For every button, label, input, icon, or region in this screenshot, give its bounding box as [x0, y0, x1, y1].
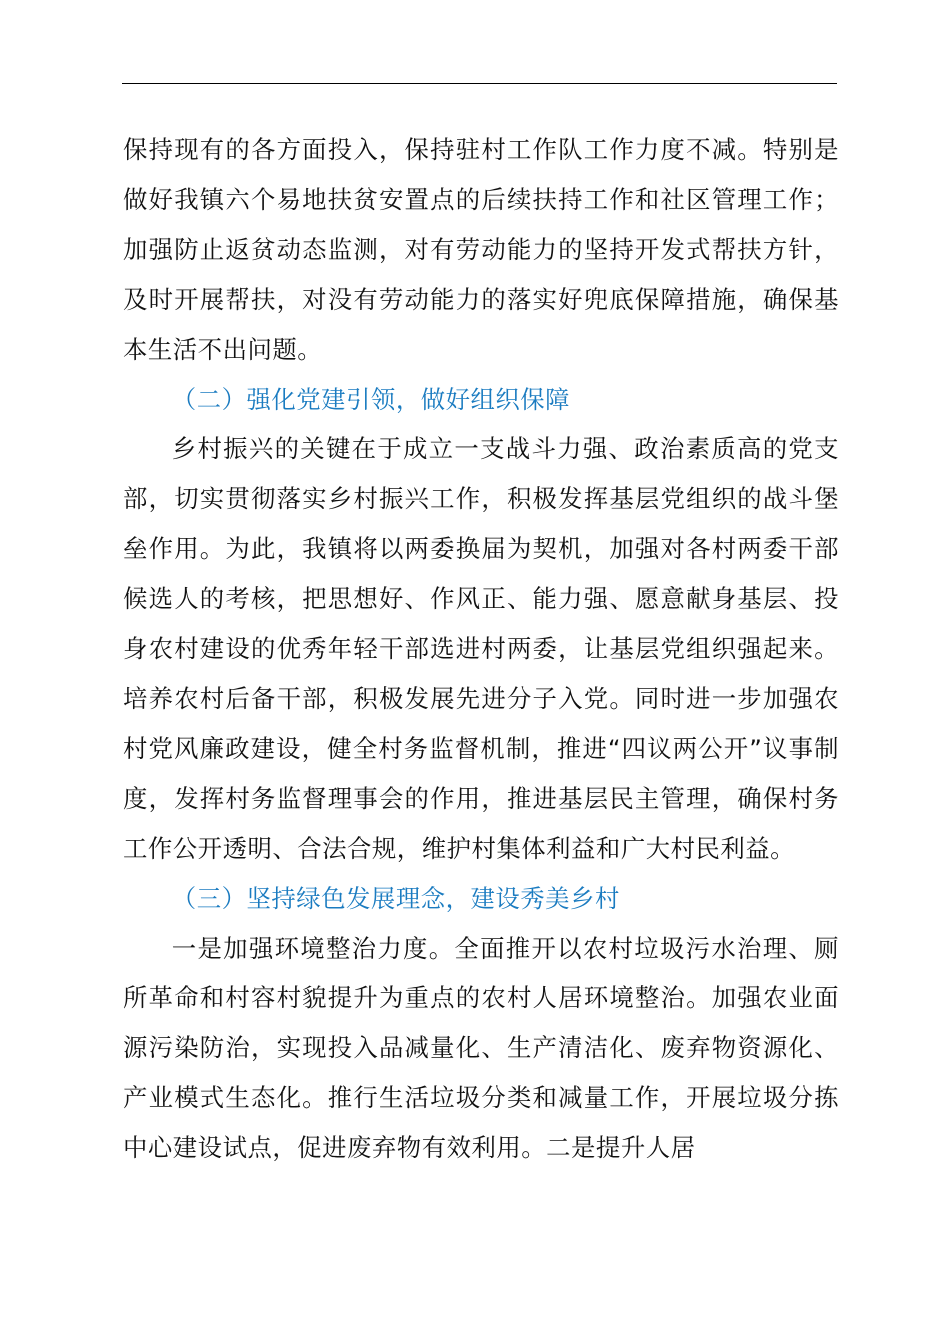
header-rule	[122, 83, 837, 84]
paragraph-continuation: 保持现有的各方面投入，保持驻村工作队工作力度不减。特别是做好我镇六个易地扶贫安置点的后续扶持工作和社区管理工作；加强防止返贫动态监测，对有劳动能力的坚持开发式帮扶方针，及时开展帮扶，对没有劳动能力的落实好兜底保障措施，确保基本生活不出问题。	[123, 135, 839, 364]
section-heading-two: （二）强化党建引领，做好组织保障	[171, 384, 571, 414]
section-heading-three: （三）坚持绿色发展理念，建设秀美乡村	[171, 883, 620, 913]
paragraph-environment: 一是加强环境整治力度。全面推开以农村垃圾污水治理、厕所革命和村容村貌提升为重点的农村人居环境整治。加强农业面源污染防治，实现投入品减量化、生产清洁化、废弃物资源化、产业模式生态化。推行生活垃圾分类和减量工作，开展垃圾分拣中心建设试点，促进废弃物有效利用。二是提升人居	[123, 933, 839, 1163]
paragraph-party-building: 乡村振兴的关键在于成立一支战斗力强、政治素质高的党支部，切实贯彻落实乡村振兴工作，积极发挥基层党组织的战斗堡垒作用。为此，我镇将以两委换届为契机，加强对各村两委干部候选人的考核，把思想好、作风正、能力强、愿意献身基层、投身农村建设的优秀年轻干部选进村两委，让基层党组织强起来。培养农村后备干部，积极发展先进分子入党。同时进一步加强农村党风廉政建设，健全村务监督机制，推进“四议两公开”议事制度，发挥村务监督理事会的作用，推进基层民主管理，确保村务工作公开透明、合法合规，维护村集体利益和广大村民利益。	[123, 434, 839, 863]
document-body	[123, 125, 839, 1173]
